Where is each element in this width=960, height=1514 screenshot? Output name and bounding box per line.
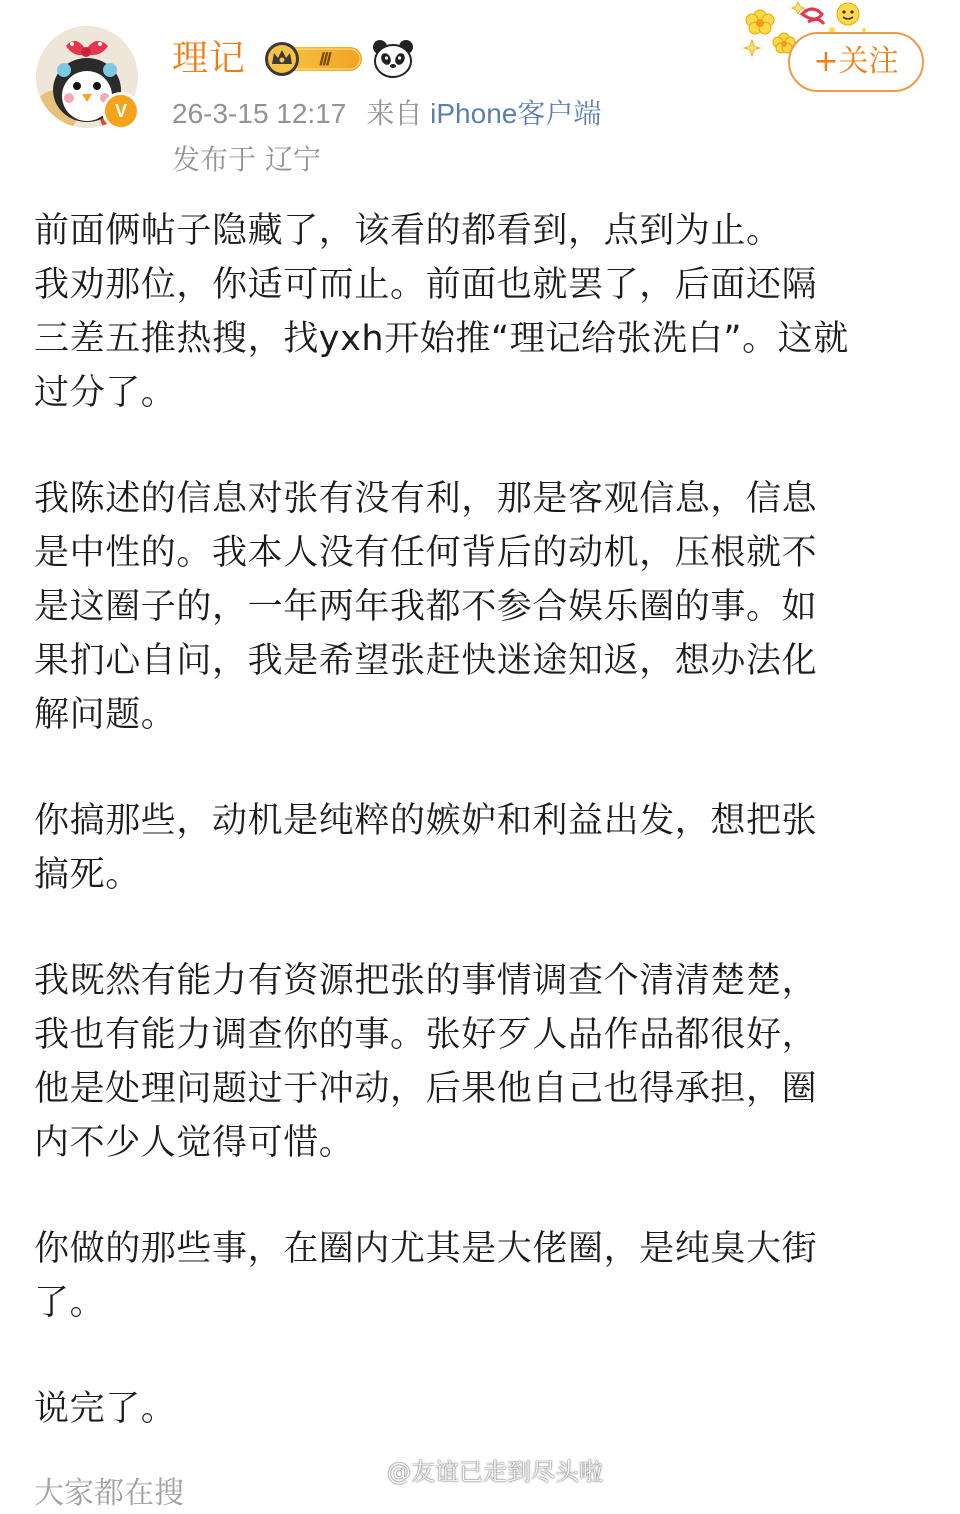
verified-v-icon: V (102, 92, 140, 130)
post-text-line: 三差五推热搜，找yxh开始推“理记给张洗白”。这就 (34, 319, 849, 359)
post-paragraph (34, 472, 934, 742)
post-paragraph (34, 1382, 934, 1436)
client-link[interactable]: iPhone客户端 (430, 98, 602, 129)
username[interactable]: 理记 (172, 38, 247, 79)
post-text-line: 解问题。 (34, 695, 177, 735)
post-text-line: 他是处理问题过于冲动，后果他自己也得承担，圈 (34, 1069, 818, 1109)
post-text-line: 过分了。 (34, 373, 177, 413)
post-paragraph (34, 1222, 934, 1330)
avatar[interactable] (36, 26, 138, 128)
post-timestamp: 26-3-15 12:17 (172, 98, 347, 129)
post-text-line: 内不少人觉得可惜。 (34, 1123, 355, 1163)
post-meta (172, 94, 601, 134)
post-text-line: 你搞那些，动机是纯粹的嫉妒和利益出发，想把张 (34, 801, 818, 841)
post-text-line: 前面俩帖子隐藏了，该看的都看到，点到为止。 (34, 211, 782, 251)
post-text-line: 我陈述的信息对张有没有利，那是客观信息，信息 (34, 479, 818, 519)
source-prefix: 来自 (366, 98, 423, 129)
vip-level-badge (262, 40, 366, 78)
post-text-line: 搞死。 (34, 855, 141, 895)
post-paragraph (34, 204, 934, 420)
trending-search-label[interactable]: 大家都在搜 (34, 1476, 184, 1511)
panda-icon (372, 38, 414, 80)
vip-level-text: Ⅲ (318, 50, 330, 69)
post-text-line: 了。 (34, 1283, 106, 1323)
follow-button[interactable]: +关注 (788, 32, 924, 92)
post-paragraph (34, 794, 934, 902)
post-location: 发布于 辽宁 (172, 143, 321, 176)
post-header (0, 0, 960, 190)
weibo-logo-icon (353, 1460, 383, 1486)
post-text-line: 我既然有能力有资源把张的事情调查个清清楚楚， (34, 961, 818, 1001)
post-body (34, 204, 934, 1488)
watermark (353, 1452, 603, 1492)
post-text-line: 我劝那位，你适可而止。前面也就罢了，后面还隔 (34, 265, 818, 305)
post-text-line: 是中性的。我本人没有任何背后的动机，压根就不 (34, 533, 818, 573)
watermark-text: @友谊已走到尽头啦 (387, 1458, 603, 1486)
post-text-line: 是这圈子的，一年两年我都不参合娱乐圈的事。如 (34, 587, 818, 627)
post-text-line: 我也有能力调查你的事。张好歹人品作品都很好， (34, 1015, 818, 1055)
post-text-line: 你做的那些事，在圈内尤其是大佬圈，是纯臭大街 (34, 1229, 818, 1269)
post-paragraph (34, 954, 934, 1170)
post-text-line: 果扪心自问，我是希望张赶快迷途知返，想办法化 (34, 641, 818, 681)
post-text-line: 说完了。 (34, 1389, 177, 1429)
